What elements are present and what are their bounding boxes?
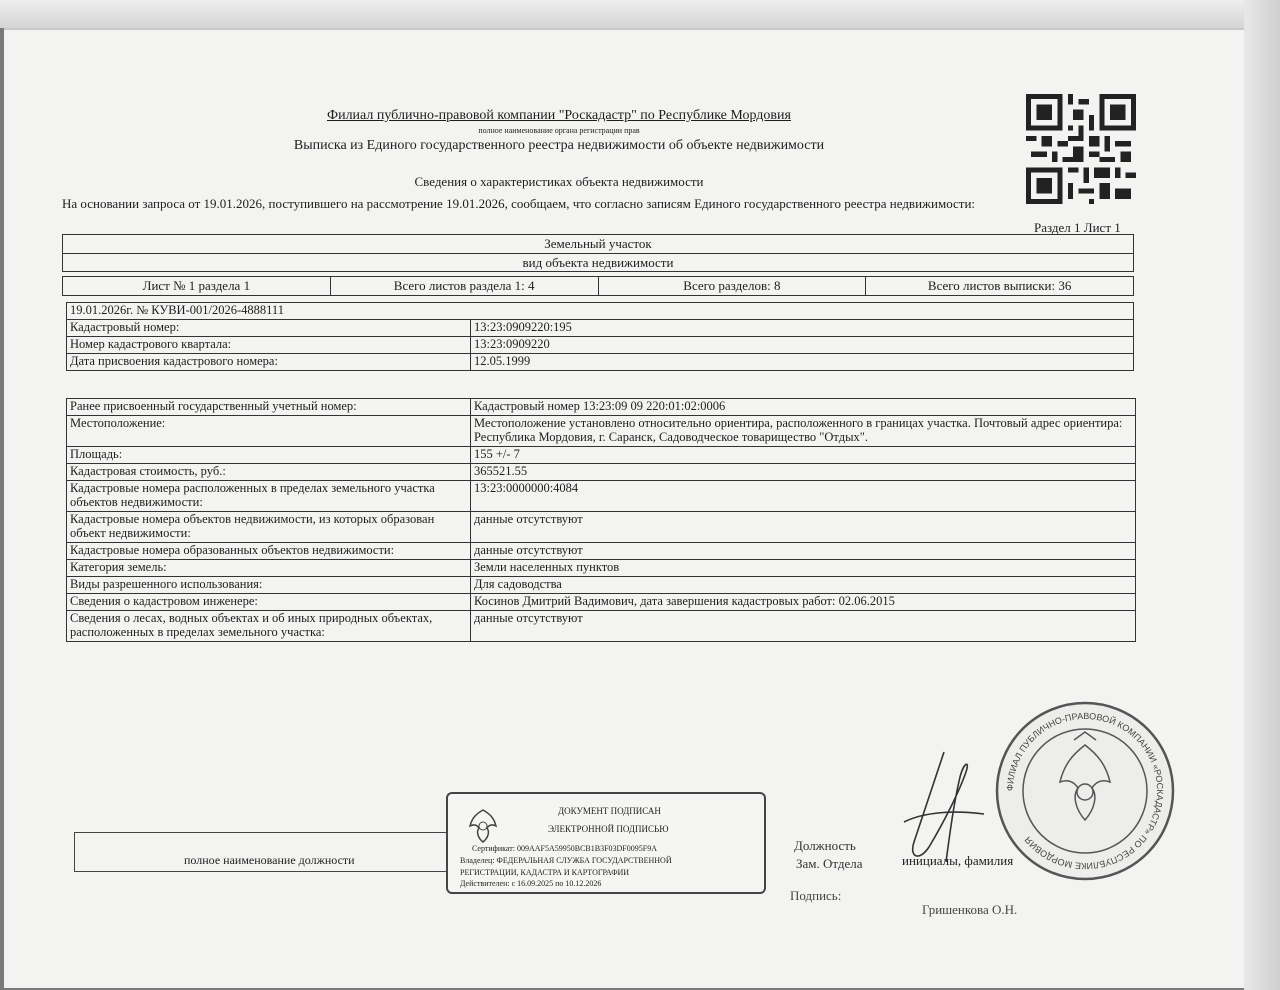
scan-top-edge: [0, 0, 1280, 28]
object-type-caption: вид объекта недвижимости: [63, 253, 1133, 272]
cadastral-number: 13:23:0909220:195: [471, 320, 1134, 337]
row-value: данные отсутствуют: [471, 543, 1136, 560]
row-value: Для садоводства: [471, 577, 1136, 594]
row-value: данные отсутствуют: [471, 611, 1136, 642]
handwritten-signature: [884, 742, 1004, 882]
section-sheet-label: Раздел 1 Лист 1: [1034, 220, 1121, 235]
row-value: Кадастровый номер 13:23:09 09 220:01:02:0006: [471, 399, 1136, 416]
table-row: [67, 512, 1136, 543]
object-type-table: [62, 234, 1134, 272]
row-value: данные отсутствуют: [471, 512, 1136, 543]
official-seal: [994, 700, 1176, 882]
row-label: Сведения о кадастровом инженере:: [67, 594, 471, 611]
total-sheets: Всего листов выписки: 36: [865, 277, 1133, 295]
post-label: Должность: [794, 838, 856, 853]
row-label: Кадастровый номер:: [67, 320, 471, 337]
qr-code-icon: [1026, 94, 1136, 204]
details-table: [66, 398, 1136, 642]
initials-caption: инициалы, фамилия: [902, 853, 1014, 868]
position-caption: полное наименование должности: [184, 853, 355, 867]
row-label: Сведения о лесах, водных объектах и об иных природных объектах, расположенных в пределах земельного участка:: [67, 611, 471, 642]
row-label: Кадастровая стоимость, руб.:: [67, 464, 471, 481]
row-value: 365521.55: [471, 464, 1136, 481]
sheet-number: Лист № 1 раздела 1: [142, 278, 251, 293]
esign-owner-2: РЕГИСТРАЦИИ, КАДАСТРА И КАРТОГРАФИИ: [460, 868, 630, 877]
basis-text: На основании запроса от 19.01.2026, поступившего на рассмотрение 19.01.2026, сообщаем, что согласно записям Единого государственного реестра недвижимости:: [62, 196, 976, 211]
row-label: Кадастровые номера образованных объектов недвижимости:: [67, 543, 471, 560]
row-value: Местоположение установлено относительно ориентира, расположенного в границах участка. Почтовый адрес ориентира: Республика Мордовия, г. Саранск, Садоводческое товарищество "Отдых".: [471, 416, 1136, 447]
table-row: [67, 464, 1136, 481]
total-sheets-section: Всего листов раздела 1: 4: [330, 277, 598, 295]
esign-certificate: Сертификат: 009AAF5A59950BCB1B3F03DF0095F9A: [472, 844, 657, 853]
row-label: Виды разрешенного использования:: [67, 577, 471, 594]
row-label: Кадастровые номера объектов недвижимости, из которых образован объект недвижимости:: [67, 512, 471, 543]
table-row: [67, 399, 1136, 416]
table-row: [67, 594, 1136, 611]
row-value: 155 +/- 7: [471, 447, 1136, 464]
assignment-date: 12.05.1999: [471, 354, 1134, 371]
row-label: Кадастровые номера расположенных в пределах земельного участка объектов недвижимости:: [67, 481, 471, 512]
e-signature-stamp: [446, 792, 766, 894]
table-row: [67, 447, 1136, 464]
table-row: [67, 577, 1136, 594]
esign-line-2: ЭЛЕКТРОННОЙ ПОДПИСЬЮ: [548, 824, 669, 834]
scan-right-edge: [1244, 0, 1280, 990]
section-title: Сведения о характеристиках объекта недвижимости: [414, 174, 704, 189]
table-row: [67, 611, 1136, 642]
row-label: Ранее присвоенный государственный учетный номер:: [67, 399, 471, 416]
table-row: [67, 560, 1136, 577]
coat-of-arms-icon: [466, 806, 500, 846]
document-title: Выписка из Единого государственного реестра недвижимости об объекте недвижимости: [293, 138, 825, 153]
esign-line-1: ДОКУМЕНТ ПОДПИСАН: [558, 806, 661, 816]
row-value: Земли населенных пунктов: [471, 560, 1136, 577]
organization-caption: полное наименование органа регистрации прав: [478, 126, 640, 135]
table-row: [67, 416, 1136, 447]
esign-owner: Владелец: ФЕДЕРАЛЬНАЯ СЛУЖБА ГОСУДАРСТВЕННОЙ: [460, 856, 672, 865]
organization-name: Филиал публично-правовой компании "Роскадастр" по Республике Мордовия: [327, 108, 791, 123]
sheet-info-table: [62, 276, 1134, 296]
cadastral-quarter: 13:23:0909220: [471, 337, 1134, 354]
document-page: [4, 28, 1244, 988]
row-label: Площадь:: [67, 447, 471, 464]
row-value: 13:23:0000000:4084: [471, 481, 1136, 512]
signer-name: Гришенкова О.Н.: [922, 902, 1018, 917]
extract-number: 19.01.2026г. № КУВИ-001/2026-4888111: [67, 303, 1134, 320]
table-row: [67, 481, 1136, 512]
total-sections: Всего разделов: 8: [598, 277, 866, 295]
signature-label: Подпись:: [790, 888, 842, 903]
row-value: Косинов Дмитрий Вадимович, дата завершения кадастровых работ: 02.06.2015: [471, 594, 1136, 611]
post-value: Зам. Отдела: [796, 856, 863, 871]
seal-ring-text: ФИЛИАЛ ПУБЛИЧНО-ПРАВОВОЙ КОМПАНИИ «РОСКАДАСТР» ПО РЕСПУБЛИКЕ МОРДОВИЯ: [1004, 710, 1166, 872]
row-label: Категория земель:: [67, 560, 471, 577]
table-row: [67, 543, 1136, 560]
extract-id-table: [66, 302, 1134, 371]
esign-valid: Действителен: с 16.09.2025 по 10.12.2026: [460, 879, 602, 888]
row-label: Дата присвоения кадастрового номера:: [67, 354, 471, 371]
row-label: Номер кадастрового квартала:: [67, 337, 471, 354]
row-label: Местоположение:: [67, 416, 471, 447]
object-type: Земельный участок: [544, 236, 652, 251]
